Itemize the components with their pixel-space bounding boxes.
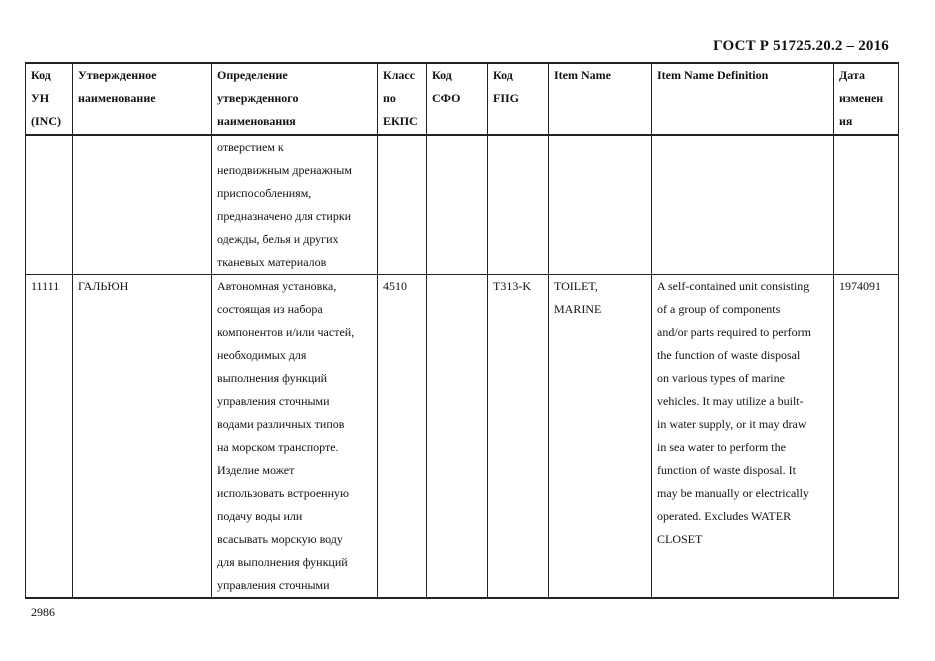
cell-text: ГАЛЬЮН (78, 279, 129, 293)
column-header-ekps (378, 63, 427, 135)
header-line: по (383, 91, 396, 105)
header-row (26, 63, 899, 135)
column-header-fiig (488, 63, 549, 135)
definition-cell (212, 135, 378, 275)
cell-line: подачу воды или (217, 509, 303, 523)
sfo-cell (427, 275, 488, 599)
inc-cell (26, 135, 73, 275)
item-definition-cell (652, 135, 834, 275)
cell-line: in sea water to perform the (657, 440, 786, 454)
cell-line: неподвижным дренажным (217, 163, 352, 177)
date-cell (834, 275, 899, 599)
cell-line: отверстием к (217, 140, 284, 154)
cell-line: MARINE (554, 302, 602, 316)
document-code: ГОСТ Р 51725.20.2 – 2016 (713, 38, 889, 54)
header-line: изменен (839, 91, 884, 105)
cell-line: vehicles. It may utilize a built- (657, 394, 804, 408)
page-number: 2986 (31, 605, 55, 619)
cell-line: приспособлениям, (217, 186, 312, 200)
name-cell (73, 275, 212, 599)
header-line: УН (31, 91, 50, 105)
cell-line: of a group of components (657, 302, 781, 316)
item-name-cell (549, 275, 652, 599)
header-line: Определение (217, 68, 288, 82)
cell-line: управления сточными (217, 578, 330, 592)
item-name-cell (549, 135, 652, 275)
name-cell (73, 135, 212, 275)
column-header-inc (26, 63, 73, 135)
header-line: FIIG (493, 91, 520, 105)
column-header-name (73, 63, 212, 135)
cell-line: управления сточными (217, 394, 330, 408)
cell-line: function of waste disposal. It (657, 463, 796, 477)
inc-cell (26, 275, 73, 599)
definition-cell (212, 275, 378, 599)
header-line: ЕКПС (383, 114, 418, 128)
header-line: Код (432, 68, 452, 82)
header-line: наименования (217, 114, 296, 128)
catalog-table (25, 62, 899, 599)
header-line: Item Name (554, 68, 611, 82)
cell-line: and/or parts required to perform (657, 325, 811, 339)
header-line: Утвержденное (78, 68, 157, 82)
cell-line: выполнения функций (217, 371, 328, 385)
header-line: Код (31, 68, 51, 82)
cell-line: компонентов и/или частей, (217, 325, 355, 339)
cell-line: тканевых материалов (217, 255, 327, 269)
cell-line: TOILET, (554, 279, 598, 293)
cell-line: состоящая из набора (217, 302, 323, 316)
cell-line: для выполнения функций (217, 555, 348, 569)
column-header-definition (212, 63, 378, 135)
cell-line: Автономная установка, (217, 279, 337, 293)
header-line: Класс (383, 68, 416, 82)
fiig-cell (488, 135, 549, 275)
cell-line: in water supply, or it may draw (657, 417, 807, 431)
cell-line: предназначено для стирки (217, 209, 352, 223)
table-row (26, 275, 899, 599)
column-header-date (834, 63, 899, 135)
header-line: утвержденного (217, 91, 299, 105)
cell-line: CLOSET (657, 532, 703, 546)
cell-line: необходимых для (217, 348, 307, 362)
cell-line: использовать встроенную (217, 486, 349, 500)
cell-line: operated. Excludes WATER (657, 509, 792, 523)
column-header-sfo (427, 63, 488, 135)
fiig-cell (488, 275, 549, 599)
header-line: Код (493, 68, 513, 82)
ekps-cell (378, 275, 427, 599)
column-header-item-definition (652, 63, 834, 135)
cell-line: may be manually or electrically (657, 486, 809, 500)
cell-line: одежды, белья и других (217, 232, 339, 246)
ekps-cell (378, 135, 427, 275)
header-line: наименование (78, 91, 156, 105)
table-row (26, 135, 899, 275)
header-line: (INC) (31, 114, 61, 128)
cell-line: на морском транспорте. (217, 440, 339, 454)
column-header-item-name (549, 63, 652, 135)
cell-line: всасывать морскую воду (217, 532, 343, 546)
header-line: СФО (432, 91, 461, 105)
cell-line: водами различных типов (217, 417, 345, 431)
header-line: Дата (839, 68, 865, 82)
cell-line: Изделие может (217, 463, 295, 477)
sfo-cell (427, 135, 488, 275)
header-line: Item Name Definition (657, 68, 769, 82)
cell-text: 4510 (383, 279, 407, 293)
cell-text: 1974091 (839, 279, 881, 293)
item-definition-cell (652, 275, 834, 599)
date-cell (834, 135, 899, 275)
cell-text: T313-K (493, 279, 531, 293)
cell-text: 11111 (31, 279, 60, 293)
header-line: ия (839, 114, 853, 128)
cell-line: A self-contained unit consisting (657, 279, 810, 293)
cell-line: the function of waste disposal (657, 348, 801, 362)
cell-line: on various types of marine (657, 371, 785, 385)
